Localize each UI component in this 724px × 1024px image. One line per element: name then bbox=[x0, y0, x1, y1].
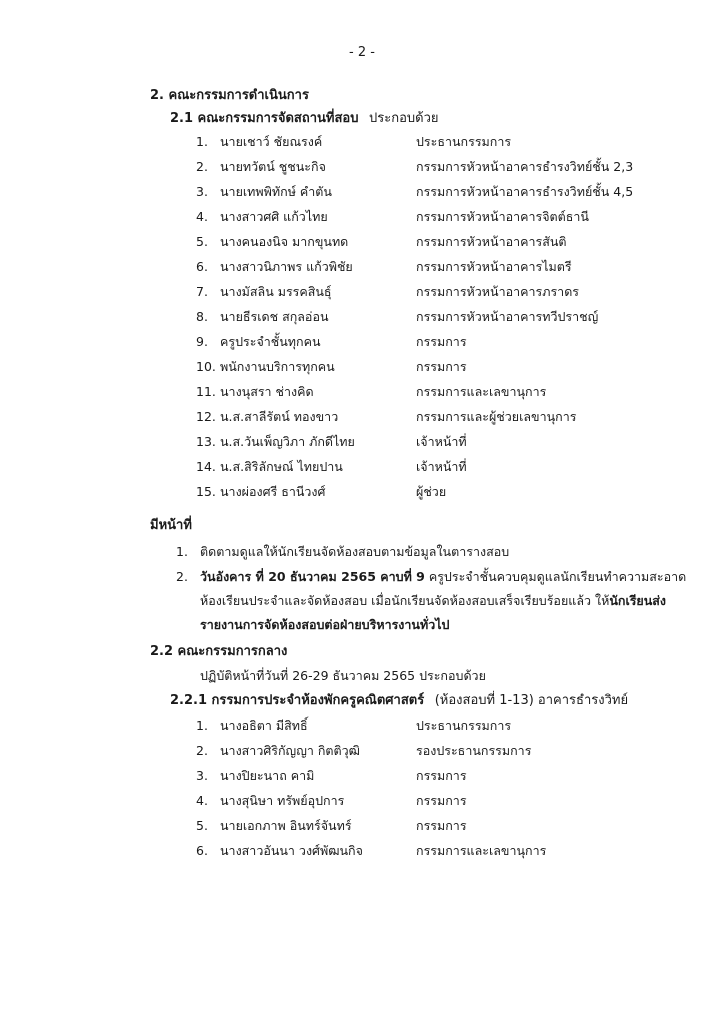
duties-title: มีหน้าที่ bbox=[150, 518, 192, 533]
page-number: - 2 - bbox=[349, 45, 375, 60]
subsection-2-1-suffix: ประกอบด้วย bbox=[369, 111, 439, 126]
subsection-2-1-heading bbox=[170, 109, 439, 129]
duty-item-1: 1. ติดตามดูแลให้นักเรียนจัดห้องสอบตามข้อมูลในตารางสอบ bbox=[176, 544, 510, 559]
subsection-2-2-1-heading bbox=[170, 691, 628, 711]
committee-list-2-1: 1. นายเชาว์ ชัยณรงค์ ประธานกรรมการ 2. นายทวัตน์ ชูชนะกิจ กรรมการหัวหน้าอาคารธำรงวิทย์ชั้น 2,3 3. นายเทพพิทักษ์ คำตัน กรรมการหัวหน้าอาคารธำรงวิทย์ชั้น 4,5 4. นางสาวศศิ แก้วไทย กรรมการหัวหน้าอาคารจิตต์ธานี 5. นางคนองนิจ มากขุนทด กรรมการหัวหน้าอาคารสันติ 6. นางสาวนิภาพร แก้วพิชัย กรรมการหัวหน้าอาคารไมตรี 7. นางมัสลิน มรรคสินธุ์ กรรมการหัวหน้าอาคารภราดร 8. นายธีรเดช สกุลอ่อน กรรมการหัวหน้าอาคารทวีปราชญ์ 9. ครูประจำชั้นทุกคน กรรมการ 10. พนักงานบริการทุกคน กรรมการ 11. นางนุสรา ช่างคิด กรรมการและเลขานุการ 12. น.ส.สาลีรัตน์ ทองขาว กรรมการและผู้ช่วยเลขานุการ 13. น.ส.วันเพ็ญวิภา ภักดีไทย เจ้าหน้าที่ 14. น.ส.สิริลักษณ์ ไทยปาน เจ้าหน้าที่ 15. นางผ่องศรี ธานีวงศ์ ผู้ช่วย bbox=[196, 134, 634, 499]
subsection-2-2-date-line: ปฏิบัติหน้าที่วันที่ 26-29 ธันวาคม 2565 ประกอบด้วย bbox=[200, 668, 486, 683]
committee-list-2-2-1: 1. นางอธิตา มีสิทธิ์ ประธานกรรมการ 2. นางสาวศิริกัญญา กิตติวุฒิ รองประธานกรรมการ 3. นางปิยะนาถ คามิ กรรมการ 4. นางสุนิษา ทรัพย์อุปการ กรรมการ 5. นายเอกภาพ อินทร์จันทร์ กรรมการ 6. นางสาวอันนา วงศ์พัฒนกิจ กรรมการและเลขานุการ bbox=[196, 718, 547, 858]
subsection-2-2-1-title: 2.2.1 กรรมการประจำห้องพักครูคณิตศาสตร์ bbox=[170, 693, 425, 708]
section-title: 2. คณะกรรมการดำเนินการ bbox=[150, 88, 309, 103]
duty-item-2: 2. วันอังคาร ที่ 20 ธันวาคม 2565 คาบที่ 9 ครูประจำชั้นควบคุมดูแลนักเรียนทำความสะอาด ห้องเรียนประจำและจัดห้องสอบ เมื่อนักเรียนจัดห้องสอบเสร็จเรียบร้อยแล้ว ให้นักเรียนส่ง รายงานการจัดห้องสอบต่อฝ่ายบริหารงานทั่วไป bbox=[176, 569, 687, 632]
subsection-2-2-title: 2.2 คณะกรรมการกลาง bbox=[150, 644, 288, 659]
subsection-2-1-title: 2.1 คณะกรรมการจัดสถานที่สอบ bbox=[170, 111, 359, 126]
subsection-2-2-1-suffix: (ห้องสอบที่ 1-13) อาคารธำรงวิทย์ bbox=[434, 693, 629, 708]
